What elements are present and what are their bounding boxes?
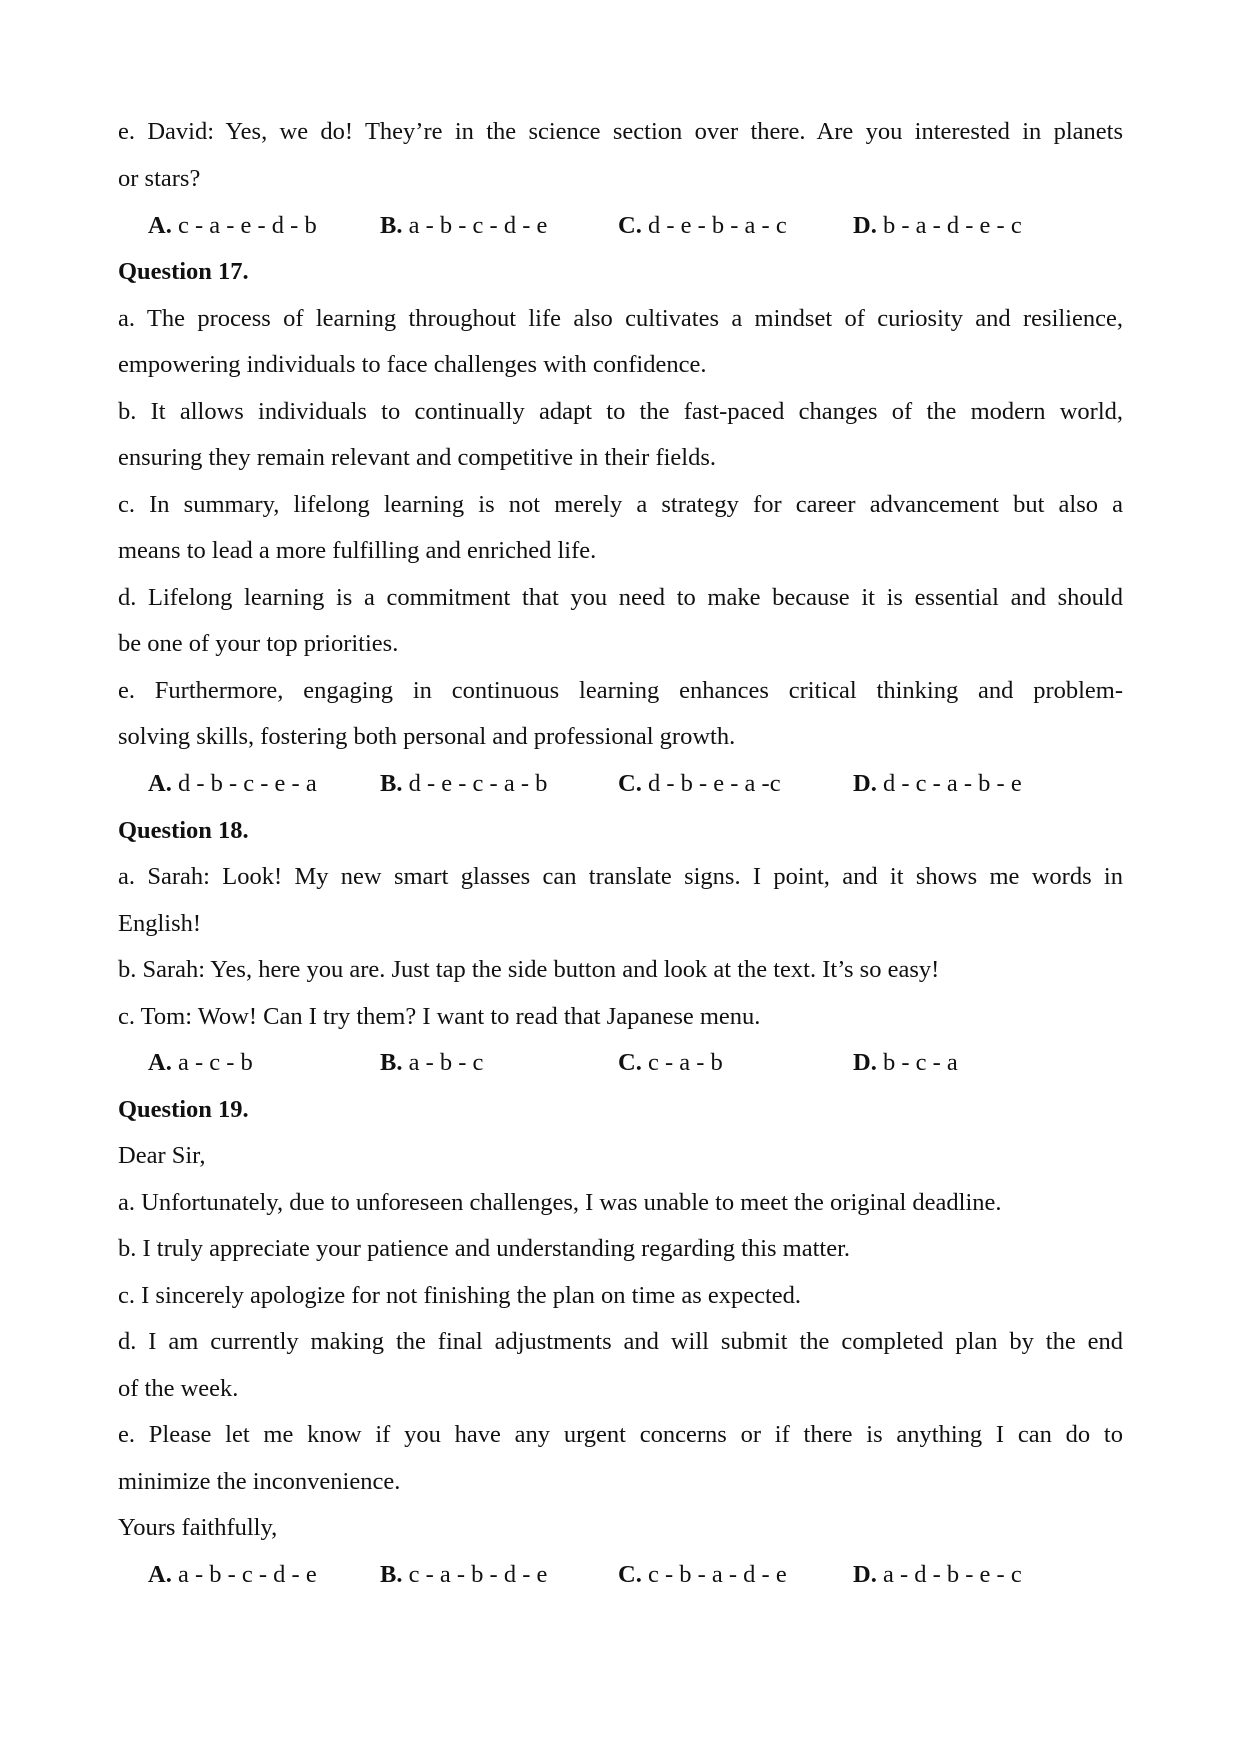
q16-option-d[interactable]: D. b - a - d - e - c — [853, 212, 1022, 239]
q18-option-d[interactable]: D. b - c - a — [853, 1049, 958, 1076]
q19-item-a: a. Unfortunately, due to unforeseen challenges, I was unable to meet the original deadline. — [118, 1189, 1002, 1216]
q17-item-e-line1: e. Furthermore, engaging in continuous learning enhances critical thinking and problem- — [118, 677, 1123, 704]
q19-item-d-line1: d. I am currently making the final adjustments and will submit the completed plan by the end — [118, 1328, 1123, 1355]
q19-item-c: c. I sincerely apologize for not finishing the plan on time as expected. — [118, 1282, 802, 1309]
q18-item-b: b. Sarah: Yes, here you are. Just tap the side button and look at the text. It’s so easy! — [118, 956, 940, 983]
q17-option-c[interactable]: C. d - b - e - a -c — [618, 770, 781, 797]
q17-item-b-line2: ensuring they remain relevant and competitive in their fields. — [118, 444, 717, 471]
q18-item-a-line2: English! — [118, 910, 202, 937]
q18-option-a[interactable]: A. a - c - b — [148, 1049, 253, 1076]
q18-item-c: c. Tom: Wow! Can I try them? I want to read that Japanese menu. — [118, 1003, 761, 1030]
q17-item-a-line2: empowering individuals to face challenges with confidence. — [118, 351, 707, 378]
q19-item-d-line2: of the week. — [118, 1375, 239, 1402]
q19-option-c[interactable]: C. c - b - a - d - e — [618, 1561, 787, 1588]
q19-item-e-line1: e. Please let me know if you have any urgent concerns or if there is anything I can do to — [118, 1421, 1123, 1448]
q17-item-d-line1: d. Lifelong learning is a commitment that you need to make because it is essential and should — [118, 584, 1123, 611]
q16-option-c[interactable]: C. d - e - b - a - c — [618, 212, 787, 239]
q17-item-c-line2: means to lead a more fulfilling and enriched life. — [118, 537, 597, 564]
q19-closing: Yours faithfully, — [118, 1514, 278, 1541]
q17-item-d-line2: be one of your top priorities. — [118, 630, 399, 657]
q19-option-b[interactable]: B. c - a - b - d - e — [380, 1561, 548, 1588]
q18-option-b[interactable]: B. a - b - c — [380, 1049, 484, 1076]
q17-item-b-line1: b. It allows individuals to continually adapt to the fast-paced changes of the modern world, — [118, 398, 1123, 425]
q17-option-d[interactable]: D. d - c - a - b - e — [853, 770, 1022, 797]
q17-item-a-line1: a. The process of learning throughout life also cultivates a mindset of curiosity and resilience, — [118, 305, 1123, 332]
q17-option-b[interactable]: B. d - e - c - a - b — [380, 770, 548, 797]
q16-item-e-line2: or stars? — [118, 165, 201, 192]
q18-option-c[interactable]: C. c - a - b — [618, 1049, 723, 1076]
q18-item-a-line1: a. Sarah: Look! My new smart glasses can translate signs. I point, and it shows me words in — [118, 863, 1123, 890]
q19-heading: Question 19. — [118, 1096, 249, 1123]
q19-salutation: Dear Sir, — [118, 1142, 206, 1169]
q19-option-d[interactable]: D. a - d - b - e - c — [853, 1561, 1022, 1588]
q17-item-e-line2: solving skills, fostering both personal and professional growth. — [118, 723, 736, 750]
q16-item-e-line1: e. David: Yes, we do! They’re in the science section over there. Are you interested in planets — [118, 118, 1123, 145]
q18-heading: Question 18. — [118, 817, 249, 844]
q16-option-b[interactable]: B. a - b - c - d - e — [380, 212, 548, 239]
q17-option-a[interactable]: A. d - b - c - e - a — [148, 770, 317, 797]
q19-item-b: b. I truly appreciate your patience and understanding regarding this matter. — [118, 1235, 851, 1262]
q17-item-c-line1: c. In summary, lifelong learning is not merely a strategy for career advancement but also a — [118, 491, 1123, 518]
q19-item-e-line2: minimize the inconvenience. — [118, 1468, 401, 1495]
q16-option-a[interactable]: A. c - a - e - d - b — [148, 212, 317, 239]
q19-option-a[interactable]: A. a - b - c - d - e — [148, 1561, 317, 1588]
q17-heading: Question 17. — [118, 258, 249, 285]
